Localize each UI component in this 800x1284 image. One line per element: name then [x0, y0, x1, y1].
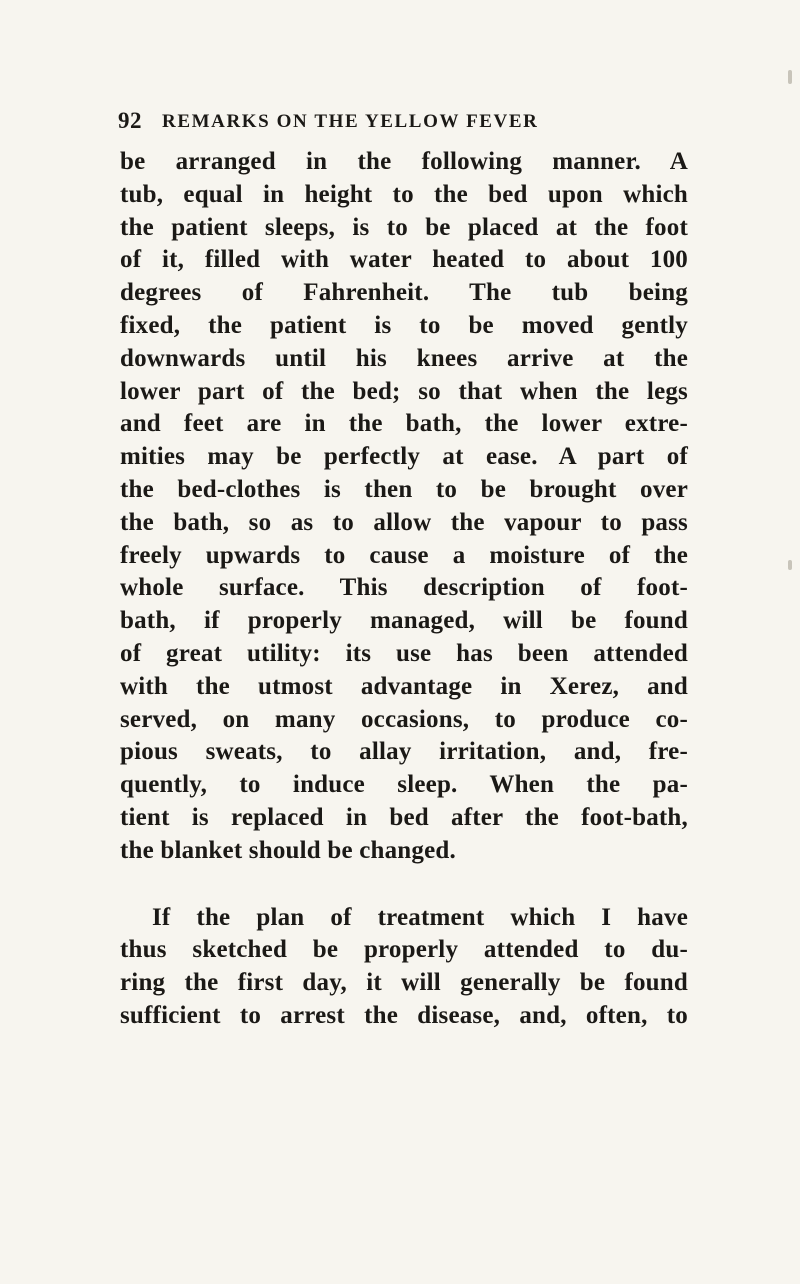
text-line: degrees of Fahrenheit. The tub being [120, 279, 688, 307]
text-line: of it, filled with water heated to about 100 [120, 246, 688, 274]
running-head: REMARKS ON THE YELLOW FEVER [162, 111, 539, 132]
page-edge-mark [788, 70, 792, 84]
text-line: tient is replaced in bed after the foot-bath, [120, 803, 688, 831]
text-line: fixed, the patient is to be moved gently [120, 311, 688, 339]
text-line: the bed-clothes is then to be brought over [120, 475, 688, 503]
page-header [118, 108, 688, 138]
text-line: whole surface. This description of foot- [120, 574, 688, 602]
paragraph-1 [120, 146, 688, 868]
text-line: of great utility: its use has been attended [120, 639, 688, 667]
text-line: sufficient to arrest the disease, and, often, to [120, 1001, 688, 1029]
paragraph-break [120, 868, 688, 902]
text-line: the blanket should be changed. [120, 836, 456, 864]
text-line: be arranged in the following manner. A [120, 148, 688, 175]
paragraph-2 [120, 902, 688, 1033]
text-line: tub, equal in height to the bed upon which [120, 180, 688, 208]
text-line: with the utmost advantage in Xerez, and [120, 672, 688, 700]
text-line: ring the first day, it will generally be found [120, 969, 688, 997]
page-number: 92 [118, 108, 142, 133]
text-line: downwards until his knees arrive at the [120, 344, 688, 372]
text-line: the bath, so as to allow the vapour to pass [120, 508, 688, 536]
text-line: thus sketched be properly attended to du- [120, 936, 688, 964]
text-line: If the plan of treatment which I have [152, 903, 688, 931]
text-line: served, on many occasions, to produce co- [120, 705, 688, 733]
text-line: freely upwards to cause a moisture of the [120, 541, 688, 569]
text-line: quently, to induce sleep. When the pa- [120, 771, 688, 799]
text-line: pious sweats, to allay irritation, and, fre- [120, 738, 688, 766]
text-line: bath, if properly managed, will be found [120, 607, 688, 635]
text-line: and feet are in the bath, the lower extre- [120, 410, 688, 438]
page-edge-mark [788, 560, 792, 570]
text-line: mities may be perfectly at ease. A part of [120, 443, 688, 471]
body-text [120, 146, 688, 1033]
text-line: lower part of the bed; so that when the legs [120, 377, 688, 405]
text-line: the patient sleeps, is to be placed at the foot [120, 213, 688, 241]
